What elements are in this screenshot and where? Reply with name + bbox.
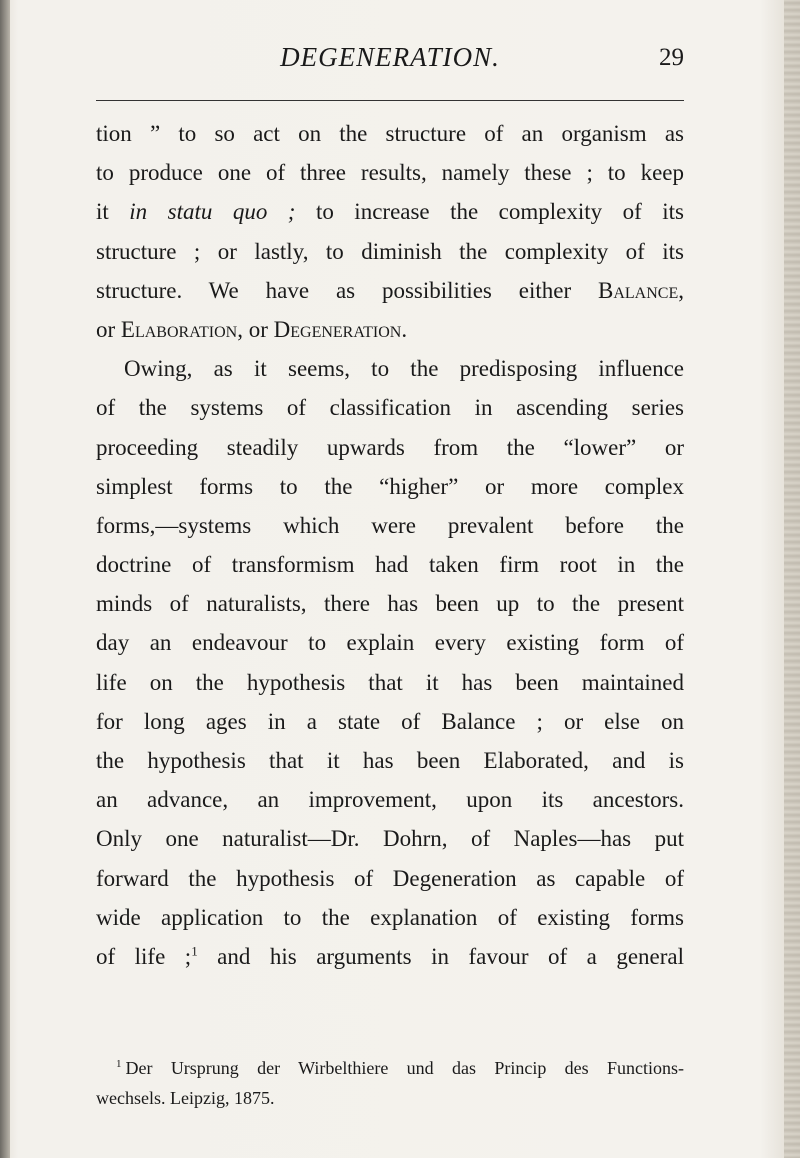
footnote-line: wechsels. Leipzig, 1875. xyxy=(96,1088,275,1108)
page-gutter xyxy=(0,0,10,1158)
italic-phrase: in statu quo ; xyxy=(129,199,296,225)
page-edge xyxy=(784,0,800,1158)
text-line: an advance, an improvement, upon its ancestors. xyxy=(96,787,684,813)
text-line: to produce one of three results, namely these ; to keep xyxy=(96,160,684,186)
text-line: tion ” to so act on the structure of an organism as xyxy=(96,121,684,146)
text-line: forward the hypothesis of Degeneration as capable of xyxy=(96,865,684,891)
text-line: it in statu quo ; to increase the complexity of its xyxy=(96,199,684,225)
page-number: 29 xyxy=(659,44,684,71)
text-line: structure. We have as possibilities either Balance, xyxy=(96,277,684,303)
footnote xyxy=(96,1053,684,1113)
text-line: for long ages in a state of Balance ; or else on xyxy=(96,708,684,734)
footnote-line: $^1$ Der Ursprung der Wirbelthiere und das Princip des Functions- xyxy=(116,1058,684,1078)
text-line: of life ;$^1$ and his arguments in favour of a general xyxy=(96,943,685,969)
text-line: of the systems of classification in ascending series xyxy=(96,395,684,421)
footnote-reference: 1 xyxy=(191,943,198,959)
small-caps-term: Balance, xyxy=(598,277,684,303)
text-line: forms,—systems which were prevalent before the xyxy=(96,512,684,538)
running-head: DEGENERATION. xyxy=(280,42,500,72)
footnote-marker: 1 xyxy=(116,1058,122,1070)
text-line: the hypothesis that it has been Elaborated, and is xyxy=(96,748,684,773)
text-line: Owing, as it seems, to the predisposing influence xyxy=(124,356,684,382)
text-line: Only one naturalist—Dr. Dohrn, of Naples—has put xyxy=(96,826,684,852)
body-text xyxy=(96,114,684,976)
small-caps-term: Degeneration. xyxy=(273,316,408,342)
page-header xyxy=(96,38,684,78)
text-line: structure ; or lastly, to diminish the complexity of its xyxy=(96,238,684,264)
text-line: simplest forms to the “higher” or more complex xyxy=(96,473,684,499)
text-line: life on the hypothesis that it has been maintained xyxy=(96,669,684,695)
text-line: minds of naturalists, there has been up to the present xyxy=(96,591,684,617)
text-line: day an endeavour to explain every existing form of xyxy=(96,630,684,656)
text-line: wide application to the explanation of existing forms xyxy=(96,904,684,930)
text-line: proceeding steadily upwards from the “lower” or xyxy=(96,434,684,460)
text-line: or Elaboration, or Degeneration. xyxy=(96,316,408,342)
small-caps-term: Elaboration, xyxy=(120,316,243,342)
text-line: doctrine of transformism had taken firm root in the xyxy=(96,552,684,578)
header-rule xyxy=(96,100,684,101)
